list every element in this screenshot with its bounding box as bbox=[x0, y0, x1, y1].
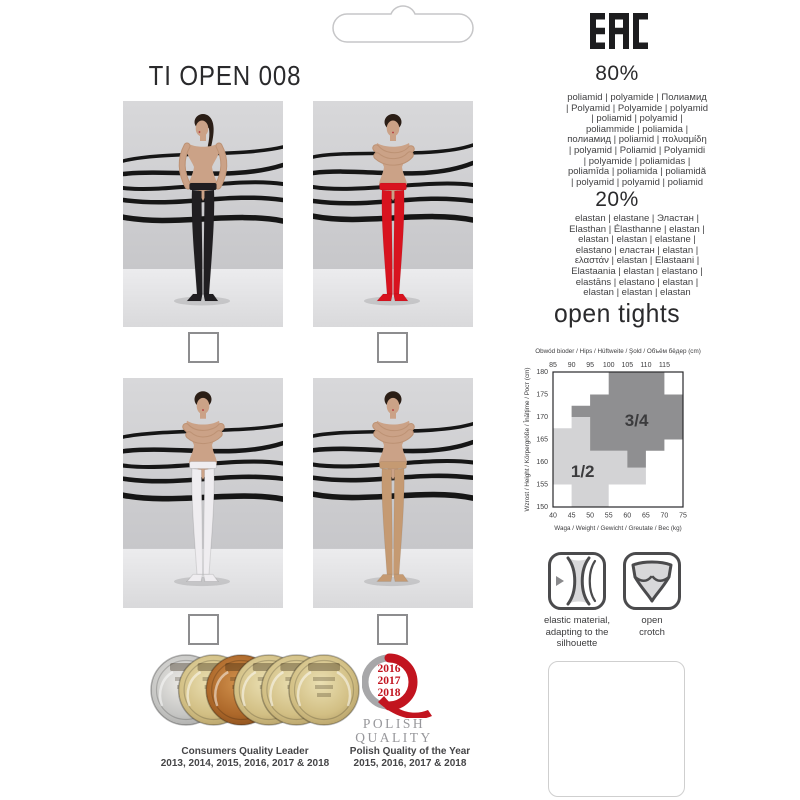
svg-text:50: 50 bbox=[586, 512, 594, 520]
svg-text:90: 90 bbox=[567, 362, 576, 369]
consumers-quality-title: Consumers Quality Leader bbox=[181, 746, 309, 757]
product-photo-white bbox=[123, 378, 283, 608]
consumers-quality-years: 2013, 2014, 2015, 2016, 2017 & 2018 bbox=[160, 758, 330, 769]
svg-text:175: 175 bbox=[536, 391, 548, 399]
variant-checkbox-white[interactable] bbox=[188, 614, 219, 645]
product-photo-beige bbox=[313, 378, 473, 608]
polish-quality-logo bbox=[362, 652, 468, 718]
svg-text:115: 115 bbox=[658, 362, 670, 369]
open-crotch-label: open crotch bbox=[639, 615, 665, 638]
svg-text:105: 105 bbox=[621, 362, 634, 369]
svg-text:2016: 2016 bbox=[377, 663, 401, 675]
variant-checkbox-beige[interactable] bbox=[377, 614, 408, 645]
elastane-languages: elastan | elastane | Эластан | Elasthan | Élasthanne | elastan | elastan | elastan | elastane | elastano | еластан | elastan | ελαστάν | elastan | Elastaani | Elastaania | elastan | elastano | elastāns | elastano | elastan | elastan | elastan | elastan bbox=[569, 213, 705, 299]
svg-text:85: 85 bbox=[549, 362, 557, 369]
polish-quality-word1: POLISH bbox=[362, 716, 426, 731]
blank-panel bbox=[548, 661, 685, 797]
svg-text:150: 150 bbox=[536, 504, 548, 512]
svg-text:170: 170 bbox=[536, 414, 548, 422]
svg-text:180: 180 bbox=[536, 369, 548, 377]
svg-text:2017: 2017 bbox=[377, 675, 401, 687]
medal-gold-4 bbox=[289, 655, 359, 725]
variant-checkbox-black[interactable] bbox=[188, 332, 219, 363]
variant-checkbox-red[interactable] bbox=[377, 332, 408, 363]
svg-text:60: 60 bbox=[623, 512, 632, 520]
consumers-quality-text bbox=[145, 746, 345, 770]
polish-quality-title: Polish Quality of the Year bbox=[349, 746, 471, 757]
svg-text:160: 160 bbox=[536, 459, 548, 467]
open-crotch-icon bbox=[626, 555, 678, 607]
svg-text:65: 65 bbox=[642, 512, 650, 520]
svg-text:155: 155 bbox=[536, 481, 548, 489]
size-chart-weight-label: Waga / Weight / Gewicht / Greutate / Вес (kg) bbox=[554, 525, 682, 532]
svg-text:45: 45 bbox=[567, 512, 576, 520]
svg-text:100: 100 bbox=[602, 362, 615, 369]
product-photo-black bbox=[123, 101, 283, 327]
polyamide-percent: 80% bbox=[595, 62, 639, 85]
svg-text:55: 55 bbox=[604, 512, 613, 520]
size-chart-height-label: Wzrost / Height / Körpergröße / Înălţime / Рост (cm) bbox=[524, 367, 531, 512]
svg-text:70: 70 bbox=[660, 512, 669, 520]
svg-text:95: 95 bbox=[586, 362, 594, 369]
elastic-material-feature bbox=[548, 552, 606, 610]
euro-hanger-tab bbox=[325, 4, 481, 48]
elastane-percent: 20% bbox=[595, 188, 639, 211]
polish-quality-text bbox=[330, 746, 490, 770]
polish-quality-word2: QUALITY bbox=[355, 730, 433, 745]
eac-logo bbox=[590, 13, 648, 49]
size-chart-hips-label: Obwód bioder / Hips / Hüftweite / Şold / Объём бёдер (cm) bbox=[535, 348, 701, 355]
open-crotch-feature bbox=[623, 552, 681, 610]
size-chart bbox=[520, 340, 800, 540]
svg-text:165: 165 bbox=[536, 436, 548, 444]
product-title: TI OPEN 008 bbox=[148, 60, 302, 91]
elastic-material-icon bbox=[551, 555, 603, 607]
svg-text:40: 40 bbox=[549, 512, 557, 520]
product-photo-red bbox=[313, 101, 473, 327]
svg-text:2018: 2018 bbox=[377, 687, 401, 699]
size-label-3-4: 3/4 bbox=[624, 411, 649, 430]
svg-text:110: 110 bbox=[640, 362, 652, 369]
elastic-material-label: elastic material, adapting to the silhouette bbox=[544, 615, 610, 649]
product-type-label: open tights bbox=[553, 298, 681, 328]
svg-text:75: 75 bbox=[679, 512, 687, 520]
polish-quality-years: 2015, 2016, 2017 & 2018 bbox=[353, 758, 467, 769]
size-label-1-2: 1/2 bbox=[570, 462, 595, 481]
polyamide-languages: poliamid | polyamide | Полиамид | Polyamid | Polyamide | polyamid | poliamid | polyamid | poliammide | poliamida | полиамид | poliamid | πολυαμίδη | polyamid | Poliamid | Polyamidi | polyamide | poliamidas | poliamīda | poliamida | poliamidă | polyamid | polyamid | poliamid bbox=[565, 92, 709, 188]
